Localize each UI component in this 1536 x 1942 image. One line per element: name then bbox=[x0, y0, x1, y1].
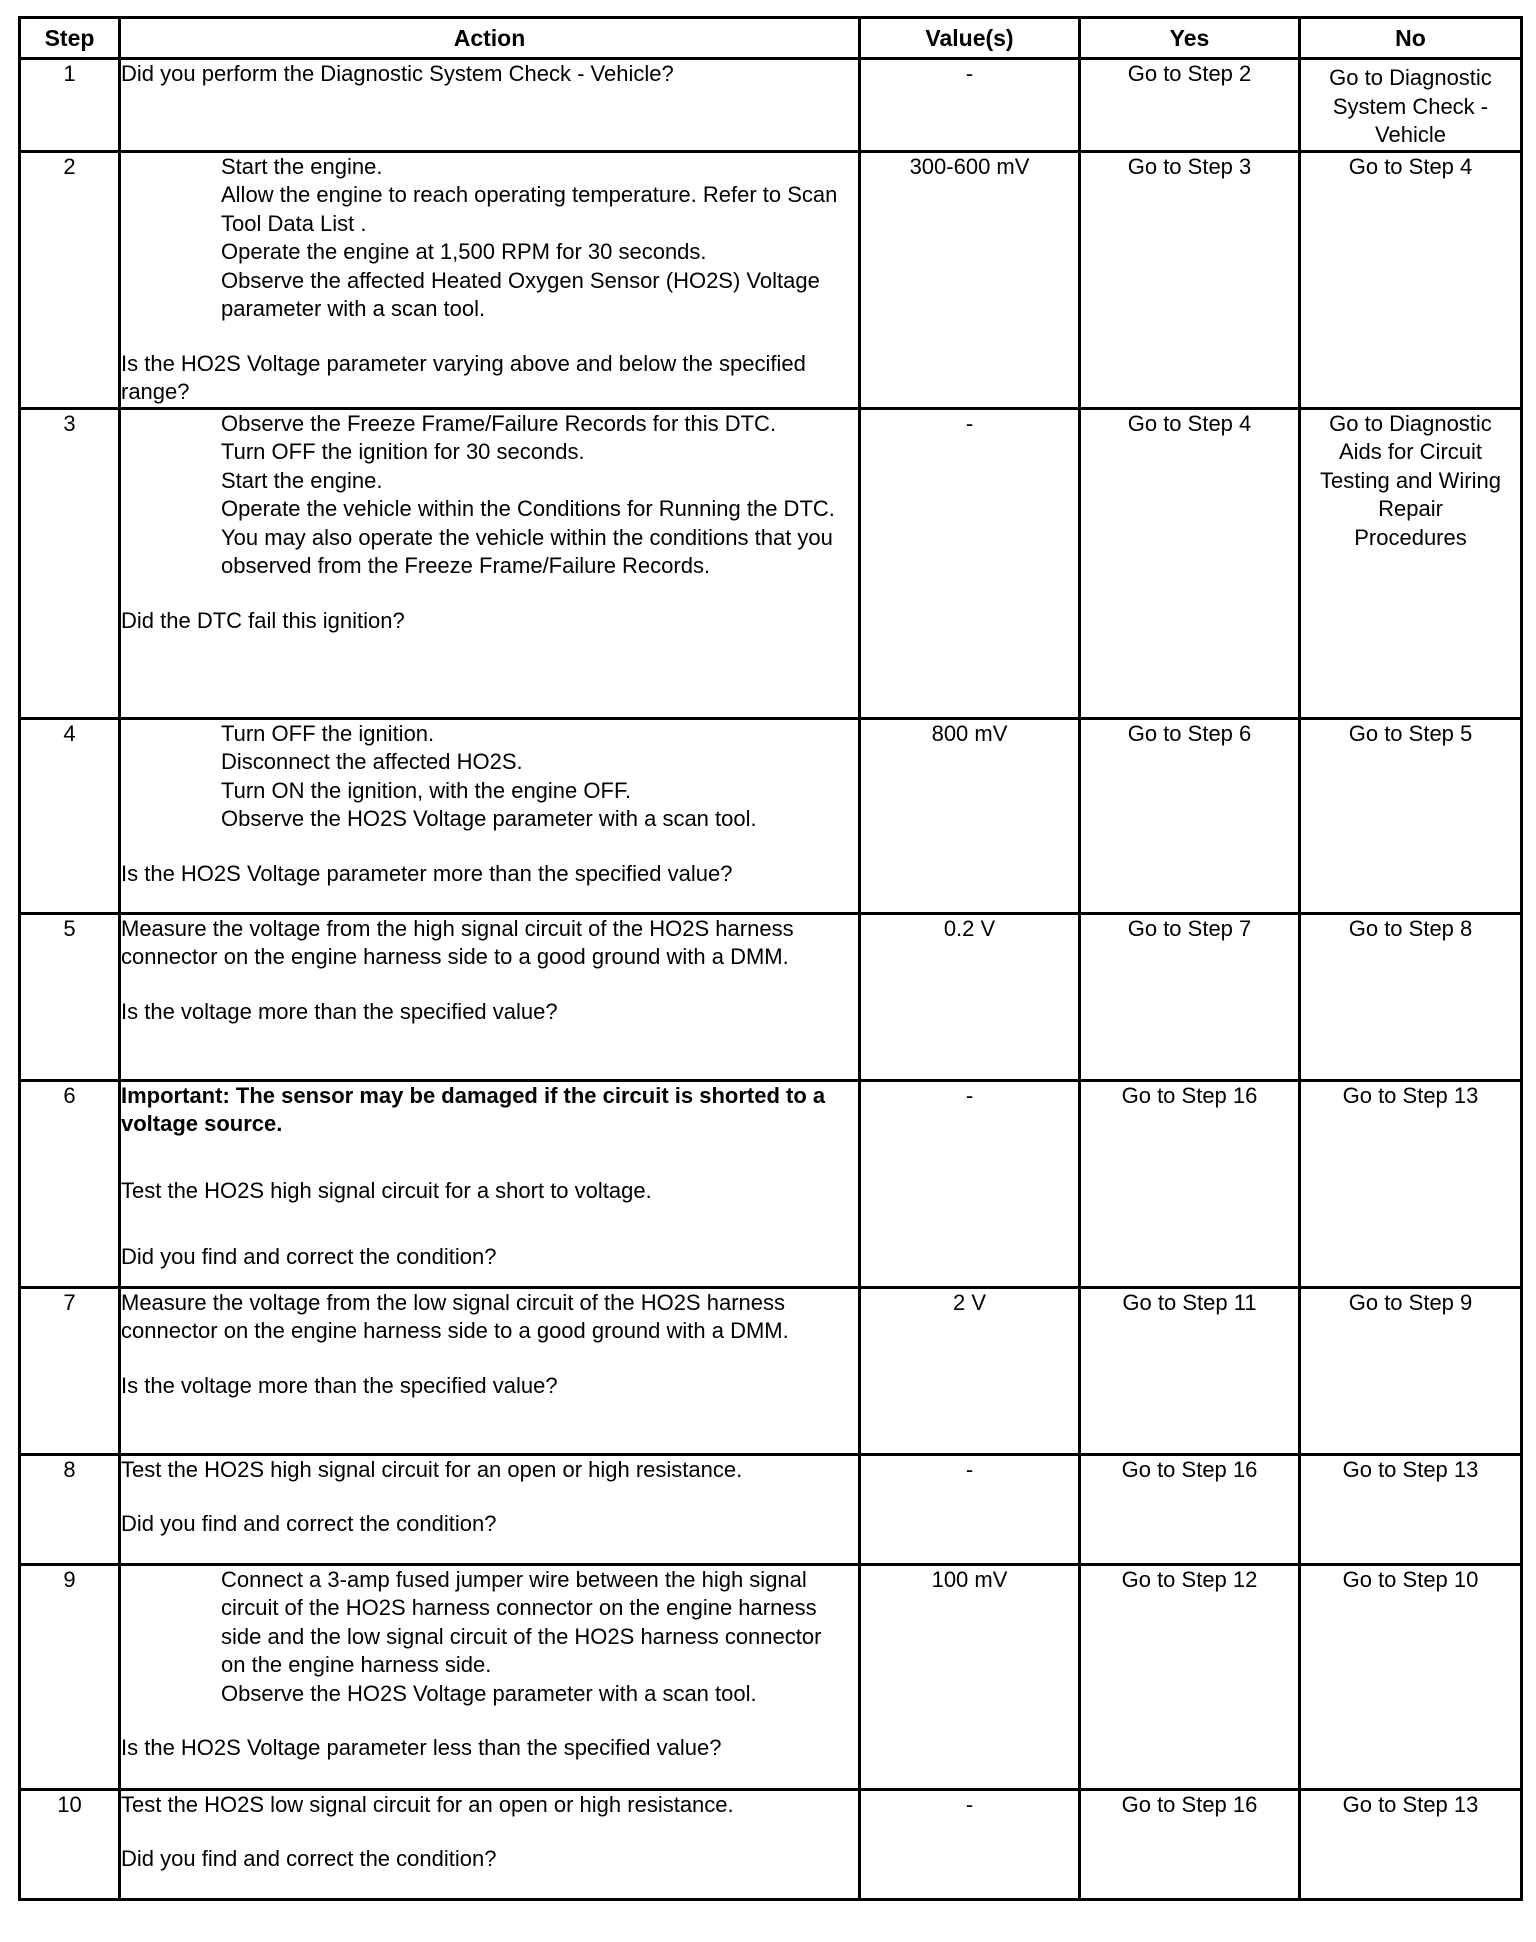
header-row bbox=[20, 18, 1522, 59]
table-row bbox=[20, 1287, 1522, 1454]
yes-cell: Go to Step 11 bbox=[1080, 1287, 1300, 1454]
action-intro: Measure the voltage from the high signal circuit of the HO2S harness connector on the engine harness side to a good ground with a DMM. bbox=[121, 915, 794, 969]
action-step: Operate the vehicle within the Conditions for Running the DTC. You may also operate the vehicle within the conditions that you observed from the Freeze Frame/Failure Records. bbox=[221, 496, 835, 578]
action-cell bbox=[120, 1454, 860, 1564]
table-row bbox=[20, 1789, 1522, 1899]
step-number: 3 bbox=[20, 408, 120, 718]
no-cell: Go to Step 5 bbox=[1300, 718, 1522, 913]
action-intro: Test the HO2S high signal circuit for an open or high resistance. bbox=[121, 1456, 743, 1482]
step-number: 6 bbox=[20, 1080, 120, 1287]
action-question: Did you find and correct the condition? bbox=[121, 1846, 497, 1871]
action-steps bbox=[121, 153, 858, 324]
no-cell: Go to Step 13 bbox=[1300, 1080, 1522, 1287]
action-step: Connect a 3-amp fused jumper wire between the high signal circuit of the HO2S harness connector on the engine harness side and the low signal circuit of the HO2S harness connector on the engine harness side. bbox=[221, 1566, 822, 1677]
yes-cell: Go to Step 3 bbox=[1080, 151, 1300, 408]
action-question: Is the voltage more than the specified value? bbox=[121, 1372, 558, 1398]
value-cell: 100 mV bbox=[860, 1564, 1080, 1789]
yes-cell: Go to Step 6 bbox=[1080, 718, 1300, 913]
yes-cell: Go to Step 12 bbox=[1080, 1564, 1300, 1789]
no-cell: Go to Step 13 bbox=[1300, 1454, 1522, 1564]
table-row bbox=[20, 718, 1522, 913]
header-no: No bbox=[1300, 18, 1522, 59]
diagnostic-table bbox=[18, 16, 1523, 1901]
action-cell bbox=[120, 1080, 860, 1287]
action-cell bbox=[120, 1789, 860, 1899]
action-step: Observe the affected Heated Oxygen Sensor (HO2S) Voltage parameter with a scan tool. bbox=[221, 267, 820, 321]
important-note: Important: The sensor may be damaged if the circuit is shorted to a voltage source. bbox=[121, 1082, 826, 1136]
value-cell: - bbox=[860, 408, 1080, 718]
yes-cell: Go to Step 16 bbox=[1080, 1080, 1300, 1287]
table-row bbox=[20, 1080, 1522, 1287]
table-row bbox=[20, 408, 1522, 718]
action-step: Observe the HO2S Voltage parameter with a scan tool. bbox=[221, 806, 757, 831]
action-cell bbox=[120, 1287, 860, 1454]
step-number: 8 bbox=[20, 1454, 120, 1564]
yes-cell: Go to Step 2 bbox=[1080, 59, 1300, 152]
action-question: Is the voltage more than the specified value? bbox=[121, 998, 558, 1024]
action-step: Turn ON the ignition, with the engine OFF. bbox=[221, 777, 632, 803]
yes-cell: Go to Step 16 bbox=[1080, 1789, 1300, 1899]
no-cell: Go to Diagnostic System Check - Vehicle bbox=[1300, 59, 1522, 152]
yes-cell: Go to Step 16 bbox=[1080, 1454, 1300, 1564]
value-cell: - bbox=[860, 1080, 1080, 1287]
step-number: 9 bbox=[20, 1564, 120, 1789]
action-steps bbox=[121, 410, 858, 581]
no-cell: Go to Step 9 bbox=[1300, 1287, 1522, 1454]
value-cell: - bbox=[860, 1789, 1080, 1899]
action-cell bbox=[120, 151, 860, 408]
action-middle: Test the HO2S high signal circuit for a short to voltage. bbox=[121, 1177, 652, 1203]
action-question: Did you find and correct the condition? bbox=[121, 1511, 497, 1536]
yes-cell: Go to Step 7 bbox=[1080, 913, 1300, 1080]
value-cell: 0.2 V bbox=[860, 913, 1080, 1080]
action-cell bbox=[120, 913, 860, 1080]
header-step: Step bbox=[20, 18, 120, 59]
step-number: 2 bbox=[20, 151, 120, 408]
action-cell bbox=[120, 1564, 860, 1789]
action-steps bbox=[121, 1566, 858, 1709]
value-cell: - bbox=[860, 1454, 1080, 1564]
action-step: Start the engine. bbox=[221, 467, 383, 493]
no-cell: Go to Step 10 bbox=[1300, 1564, 1522, 1789]
action-steps bbox=[121, 720, 858, 834]
action-step: Disconnect the affected HO2S. bbox=[221, 749, 523, 774]
no-cell: Go to Step 4 bbox=[1300, 151, 1522, 408]
action-intro: Test the HO2S low signal circuit for an open or high resistance. bbox=[121, 1791, 734, 1817]
action-intro: Measure the voltage from the low signal circuit of the HO2S harness connector on the engine harness side to a good ground with a DMM. bbox=[121, 1289, 789, 1343]
action-step: Start the engine. bbox=[221, 153, 383, 179]
action-question: Did you find and correct the condition? bbox=[121, 1244, 497, 1269]
header-values: Value(s) bbox=[860, 18, 1080, 59]
yes-cell: Go to Step 4 bbox=[1080, 408, 1300, 718]
value-cell: 800 mV bbox=[860, 718, 1080, 913]
header-action: Action bbox=[120, 18, 860, 59]
value-cell: 300-600 mV bbox=[860, 151, 1080, 408]
table-row bbox=[20, 1454, 1522, 1564]
no-cell: Go to Step 13 bbox=[1300, 1789, 1522, 1899]
action-question: Is the HO2S Voltage parameter varying above and below the specified range? bbox=[121, 350, 806, 404]
step-number: 1 bbox=[20, 59, 120, 152]
action-step: Turn OFF the ignition. bbox=[221, 720, 435, 746]
step-number: 7 bbox=[20, 1287, 120, 1454]
step-number: 4 bbox=[20, 718, 120, 913]
action-step: Operate the engine at 1,500 RPM for 30 seconds. bbox=[221, 239, 707, 264]
value-cell: 2 V bbox=[860, 1287, 1080, 1454]
action-step: Allow the engine to reach operating temperature. Refer to Scan Tool Data List . bbox=[221, 182, 838, 236]
header-yes: Yes bbox=[1080, 18, 1300, 59]
action-question: Is the HO2S Voltage parameter less than the specified value? bbox=[121, 1735, 722, 1760]
action-intro: Did you perform the Diagnostic System Check - Vehicle? bbox=[121, 61, 674, 86]
step-number: 10 bbox=[20, 1789, 120, 1899]
no-cell: Go to Diagnostic Aids for Circuit Testing and Wiring Repair Procedures bbox=[1300, 408, 1522, 718]
table-row bbox=[20, 1564, 1522, 1789]
action-cell bbox=[120, 59, 860, 152]
table-row bbox=[20, 913, 1522, 1080]
no-cell: Go to Step 8 bbox=[1300, 913, 1522, 1080]
action-step: Turn OFF the ignition for 30 seconds. bbox=[221, 439, 585, 464]
value-cell: - bbox=[860, 59, 1080, 152]
step-number: 5 bbox=[20, 913, 120, 1080]
action-cell bbox=[120, 408, 860, 718]
action-step: Observe the Freeze Frame/Failure Records for this DTC. bbox=[221, 410, 777, 436]
action-step: Observe the HO2S Voltage parameter with a scan tool. bbox=[221, 1680, 757, 1706]
action-cell bbox=[120, 718, 860, 913]
table-row bbox=[20, 151, 1522, 408]
table-row bbox=[20, 59, 1522, 152]
action-question: Is the HO2S Voltage parameter more than the specified value? bbox=[121, 860, 733, 886]
action-question: Did the DTC fail this ignition? bbox=[121, 607, 405, 633]
